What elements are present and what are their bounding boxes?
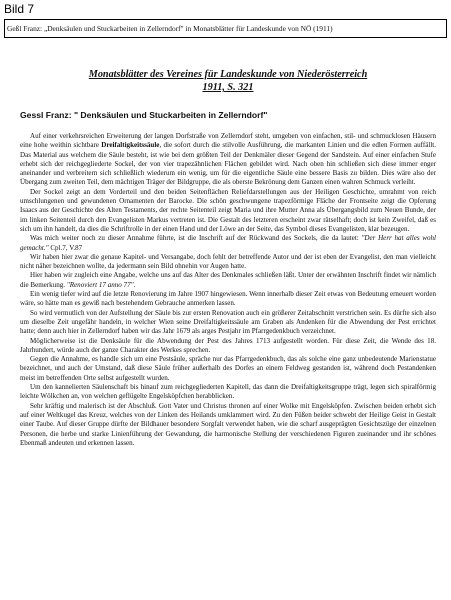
article-body — [20, 132, 436, 448]
citation-text: Geßl Franz: „Denksäulen und Stuckarbeiten in Zellerndorf" in Monatsblätter für Landeskunde von NÖ (1911) — [7, 24, 333, 33]
text-run: . — [133, 280, 136, 289]
page-label: Bild 7 — [4, 2, 35, 16]
paragraph: Um den kannelierten Säulenschaft bis hinauf zum reichgegliederten Kapitell, das dann die Dreifaltigkeitsgruppe trägt, legen sich spiralförmig leichte Wölkchen an, von welchen geflügelte Engelsköpfchen herabblicken. — [20, 383, 436, 401]
journal-title: Monatsblätter des Vereines für Landeskunde von Niederösterreich — [88, 69, 368, 80]
emphasis-term: Dreifaltigkeitssäule — [101, 141, 160, 150]
paragraph: Ein wenig tiefer wird auf die letzte Renovierung im Jahre 1907 hingewiesen. Wenn innerhalb dieser Zeit etwas von Bedeutung erneuert worden wäre, so hätte man es gewiß nach bestehendem Gebrauche anmerken lassen. — [20, 290, 436, 308]
text-run: , die sofort durch die stilvolle Ausführung, die markanten Linien und die edlen Formen auffällt. Das Material aus welchem die Säule besteht, ist wie bei dem größten Teil der Denkmäler dieser Gegend der Sandstein. Auf einer einfachen Stufe erhebt sich der reichgegliederte Sockel, der von vier trapezähnlichen Flächen gebildet wird. Nach oben hin schließen sich diese immer enger aneinander und verbreitern sich schließlich wiederum ein wenig, um für die eigentliche Säule eine bessere Basis zu bilden. Dies wäre also der Übergang zum zweiten Teil, dem mächtigen Träger der Bildgruppe, die als oberste Bekrönung dem Ganzen einen wahren Schmuck verleiht. — [20, 141, 436, 187]
paragraph — [20, 234, 436, 253]
article-heading: Gessl Franz: " Denksäulen und Stuckarbeiten in Zellerndorf" — [20, 110, 268, 120]
renovation-quote: "Renoviert 17 anno 77" — [66, 280, 134, 289]
inscription-quote: "Der Herr hat alles wohl gemacht." — [20, 234, 436, 252]
paragraph: Möglicherweise ist die Denksäule für die Abwendung der Pest des Jahres 1713 aufgestellt worden. Für diese Zeit, die Wende des 18. Jahrhundert, würde auch der ganze Charakter des Werkes sprechen. — [20, 336, 436, 354]
journal-subtitle: 1911, S. 321 — [202, 82, 254, 93]
paragraph — [20, 271, 436, 290]
text-run: Cpl.7, V.87 — [48, 243, 83, 252]
paragraph: Wir haben hier zwar die genaue Kapitel- und Versangabe, doch fehlt der betreffende Autor und der ist eben der Evangelist, den man vielleicht nicht näher bezeichnen wollte, da jedermann sein Bild ohnehin vor Augen hatte. — [20, 252, 436, 271]
paragraph: Der Sockel zeigt an dem Vorderteil und den beiden Seitenflächen Reliefdarstellungen aus der Heiligen Geschichte, umrahmt von reich umschlungenen und gewundenen Ornamenten der Barocke. Die schön geschwungene trapezförmige Fläche der Frontseite zeigt die Opferung Isaacs aus der Geschichte des Alten Testaments, der rechte Seitenteil zeigt Maria und ihre Mutter Anna als Übergangsbild zum Neuen Bunde, der im linken Seitenteil durch den Evangelisten Markus vertreten ist. Die Gestalt des letzteren erscheint zwar rätselhaft; doch ist kein Zweifel, daß es sich um ihn handelt, da dies die Schriftrolle in der einen Hand und der Löwe an der Seite, das Symbol dieses Evangelisten, klar bezeugen. — [20, 187, 436, 233]
paragraph: Gegen die Annahme, es handle sich um eine Pestsäule, spräche nur das Pfarrgedenkbuch, das als solche eine ganz unbedeutende Marienstatue bezeichnet, und auch der Umstand, daß diese Säule früher außerhalb des Dorfes an einem Feldweg gestanden ist, während doch Pestandenken meist im betreffenden Orte selbst aufgestellt wurden. — [20, 355, 436, 382]
text-run: Auf einer verkehrsreichen Erweiterung der langen Dorfstraße von Zellerndorf steht, umgeben von einfachen, stil- und schmucklosen Häusern eine hohe weithin sichtbare — [20, 132, 436, 150]
paragraph: So wird vermutlich von der Aufstellung der Säule bis zur ersten Renovation auch ein größerer Zeitabschnitt verstrichen sein. Es dürfte sich also um dieselbe Zeit ungefähr handeln, in welcher Wien seine Dreifaltigkeitssäule am Graben als Andenken für die Abwendung der Pest errichtet hatte; denn auch hier in Zellerndorf haben wir das Jahr 1679 als arges Pestjahr im Pfarrgedenkbuch verzeichnet. — [20, 308, 436, 336]
text-run: Was mich weiter noch zu dieser Annahme führte, ist die Inschrift auf der Rückwand des Sockels, die da lautet: — [30, 234, 362, 243]
citation-bar — [4, 19, 447, 38]
paragraph: Sehr kräftig und malerisch ist der Abschluß. Gott Vater und Christus thronen auf einer Wolke mit Engelsköpfen. Zwischen beiden erhebt sich auf einer Weltkugel das Kreuz, welches von der Linken des Heilands umklammert wird. Zu den Füßen beider schwebt der Heilige Geist in Gestalt einer Taube. Auf dieser Gruppe dürfte der Bildhauer besondere Sorgfalt verwendet haben, wie die scharf ausgeprägten Gesichtszüge der einzelnen Personen, die herbe und starke Linienführung der Gewandung, die harmonische Stellung der verschiedenen Figuren zueinander und ihr schönes Ebenmaß andeuten und erkennen lassen. — [20, 401, 436, 447]
paragraph — [20, 132, 436, 188]
text-run: Hier haben wir zugleich eine Angabe, welche uns auf das Alter des Denkmales schließen läßt. Unter der erwähnten Inschrift findet wir nämlich die Bemerkung. — [20, 271, 436, 289]
